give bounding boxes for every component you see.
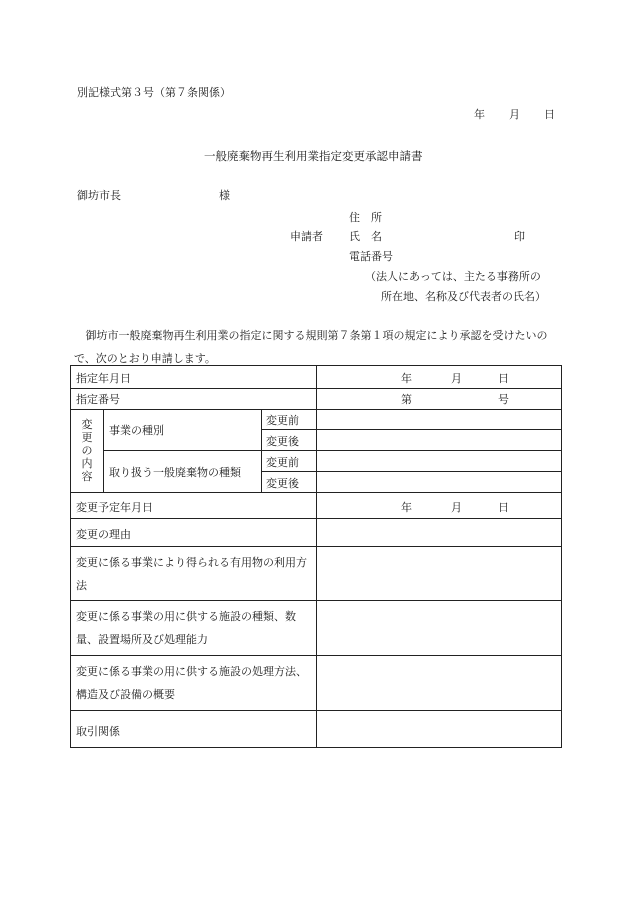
- column-divider: [316, 366, 317, 747]
- row-divider: [103, 450, 561, 451]
- corporate-note-line1: （法人にあっては、主たる事務所の: [365, 270, 541, 283]
- facility-method-label: 変更に係る事業の用に供する施設の処理方法、構造及び設備の概要: [76, 665, 307, 701]
- application-statement: 御坊市一般廃棄物再生利用業の指定に関する規則第７条第１項の規定により承認を受けたいので、次のとおり申請します。: [74, 329, 548, 365]
- scheduled-date-label: 変更予定年月日: [76, 501, 153, 514]
- scheduled-date-month: 月: [451, 501, 462, 514]
- designation-number-suffix: 号: [498, 393, 509, 406]
- designation-date-label: 指定年月日: [76, 372, 131, 385]
- designation-date-day: 日: [498, 372, 509, 385]
- phone-label: 電話番号: [349, 250, 393, 263]
- designation-number-label: 指定番号: [76, 393, 120, 406]
- business-after-label: 変更後: [266, 435, 299, 448]
- column-divider: [103, 409, 104, 492]
- seal-mark: 印: [514, 230, 525, 243]
- date-day-label: 日: [544, 108, 555, 121]
- usage-method-label: 変更に係る事業により得られる有用物の利用方法: [76, 556, 307, 592]
- business-before-label: 変更前: [266, 414, 299, 427]
- scheduled-date-day: 日: [498, 501, 509, 514]
- waste-after-label: 変更後: [266, 477, 299, 490]
- facility-type-label: 変更に係る事業の用に供する施設の種類、数量、設置場所及び処理能力: [76, 610, 296, 646]
- row-divider: [261, 471, 561, 472]
- waste-type-label: 取り扱う一般廃棄物の種類: [109, 466, 241, 479]
- business-type-label: 事業の種別: [109, 424, 164, 437]
- reason-label: 変更の理由: [76, 528, 131, 541]
- application-table: [70, 365, 562, 748]
- change-content-label: 変更の内容: [81, 418, 93, 483]
- document-title: 一般廃棄物再生利用業指定変更承認申請書: [204, 149, 423, 163]
- column-divider: [261, 409, 262, 492]
- form-number: 別記様式第３号（第７条関係）: [77, 86, 231, 99]
- addressee-honorific: 様: [219, 189, 230, 202]
- address-label: 住 所: [349, 211, 382, 224]
- designation-number-prefix: 第: [401, 393, 412, 406]
- scheduled-date-year: 年: [401, 501, 412, 514]
- trading-label: 取引関係: [76, 725, 120, 738]
- designation-date-month: 月: [451, 372, 462, 385]
- waste-before-label: 変更前: [266, 456, 299, 469]
- name-label: 氏 名: [349, 230, 382, 243]
- date-month-label: 月: [509, 108, 520, 121]
- applicant-label: 申請者: [290, 230, 323, 243]
- row-divider: [261, 429, 561, 430]
- corporate-note-line2: 所在地、名称及び代表者の氏名）: [381, 290, 546, 303]
- date-year-label: 年: [474, 108, 485, 121]
- addressee-name: 御坊市長: [77, 189, 121, 202]
- designation-date-year: 年: [401, 372, 412, 385]
